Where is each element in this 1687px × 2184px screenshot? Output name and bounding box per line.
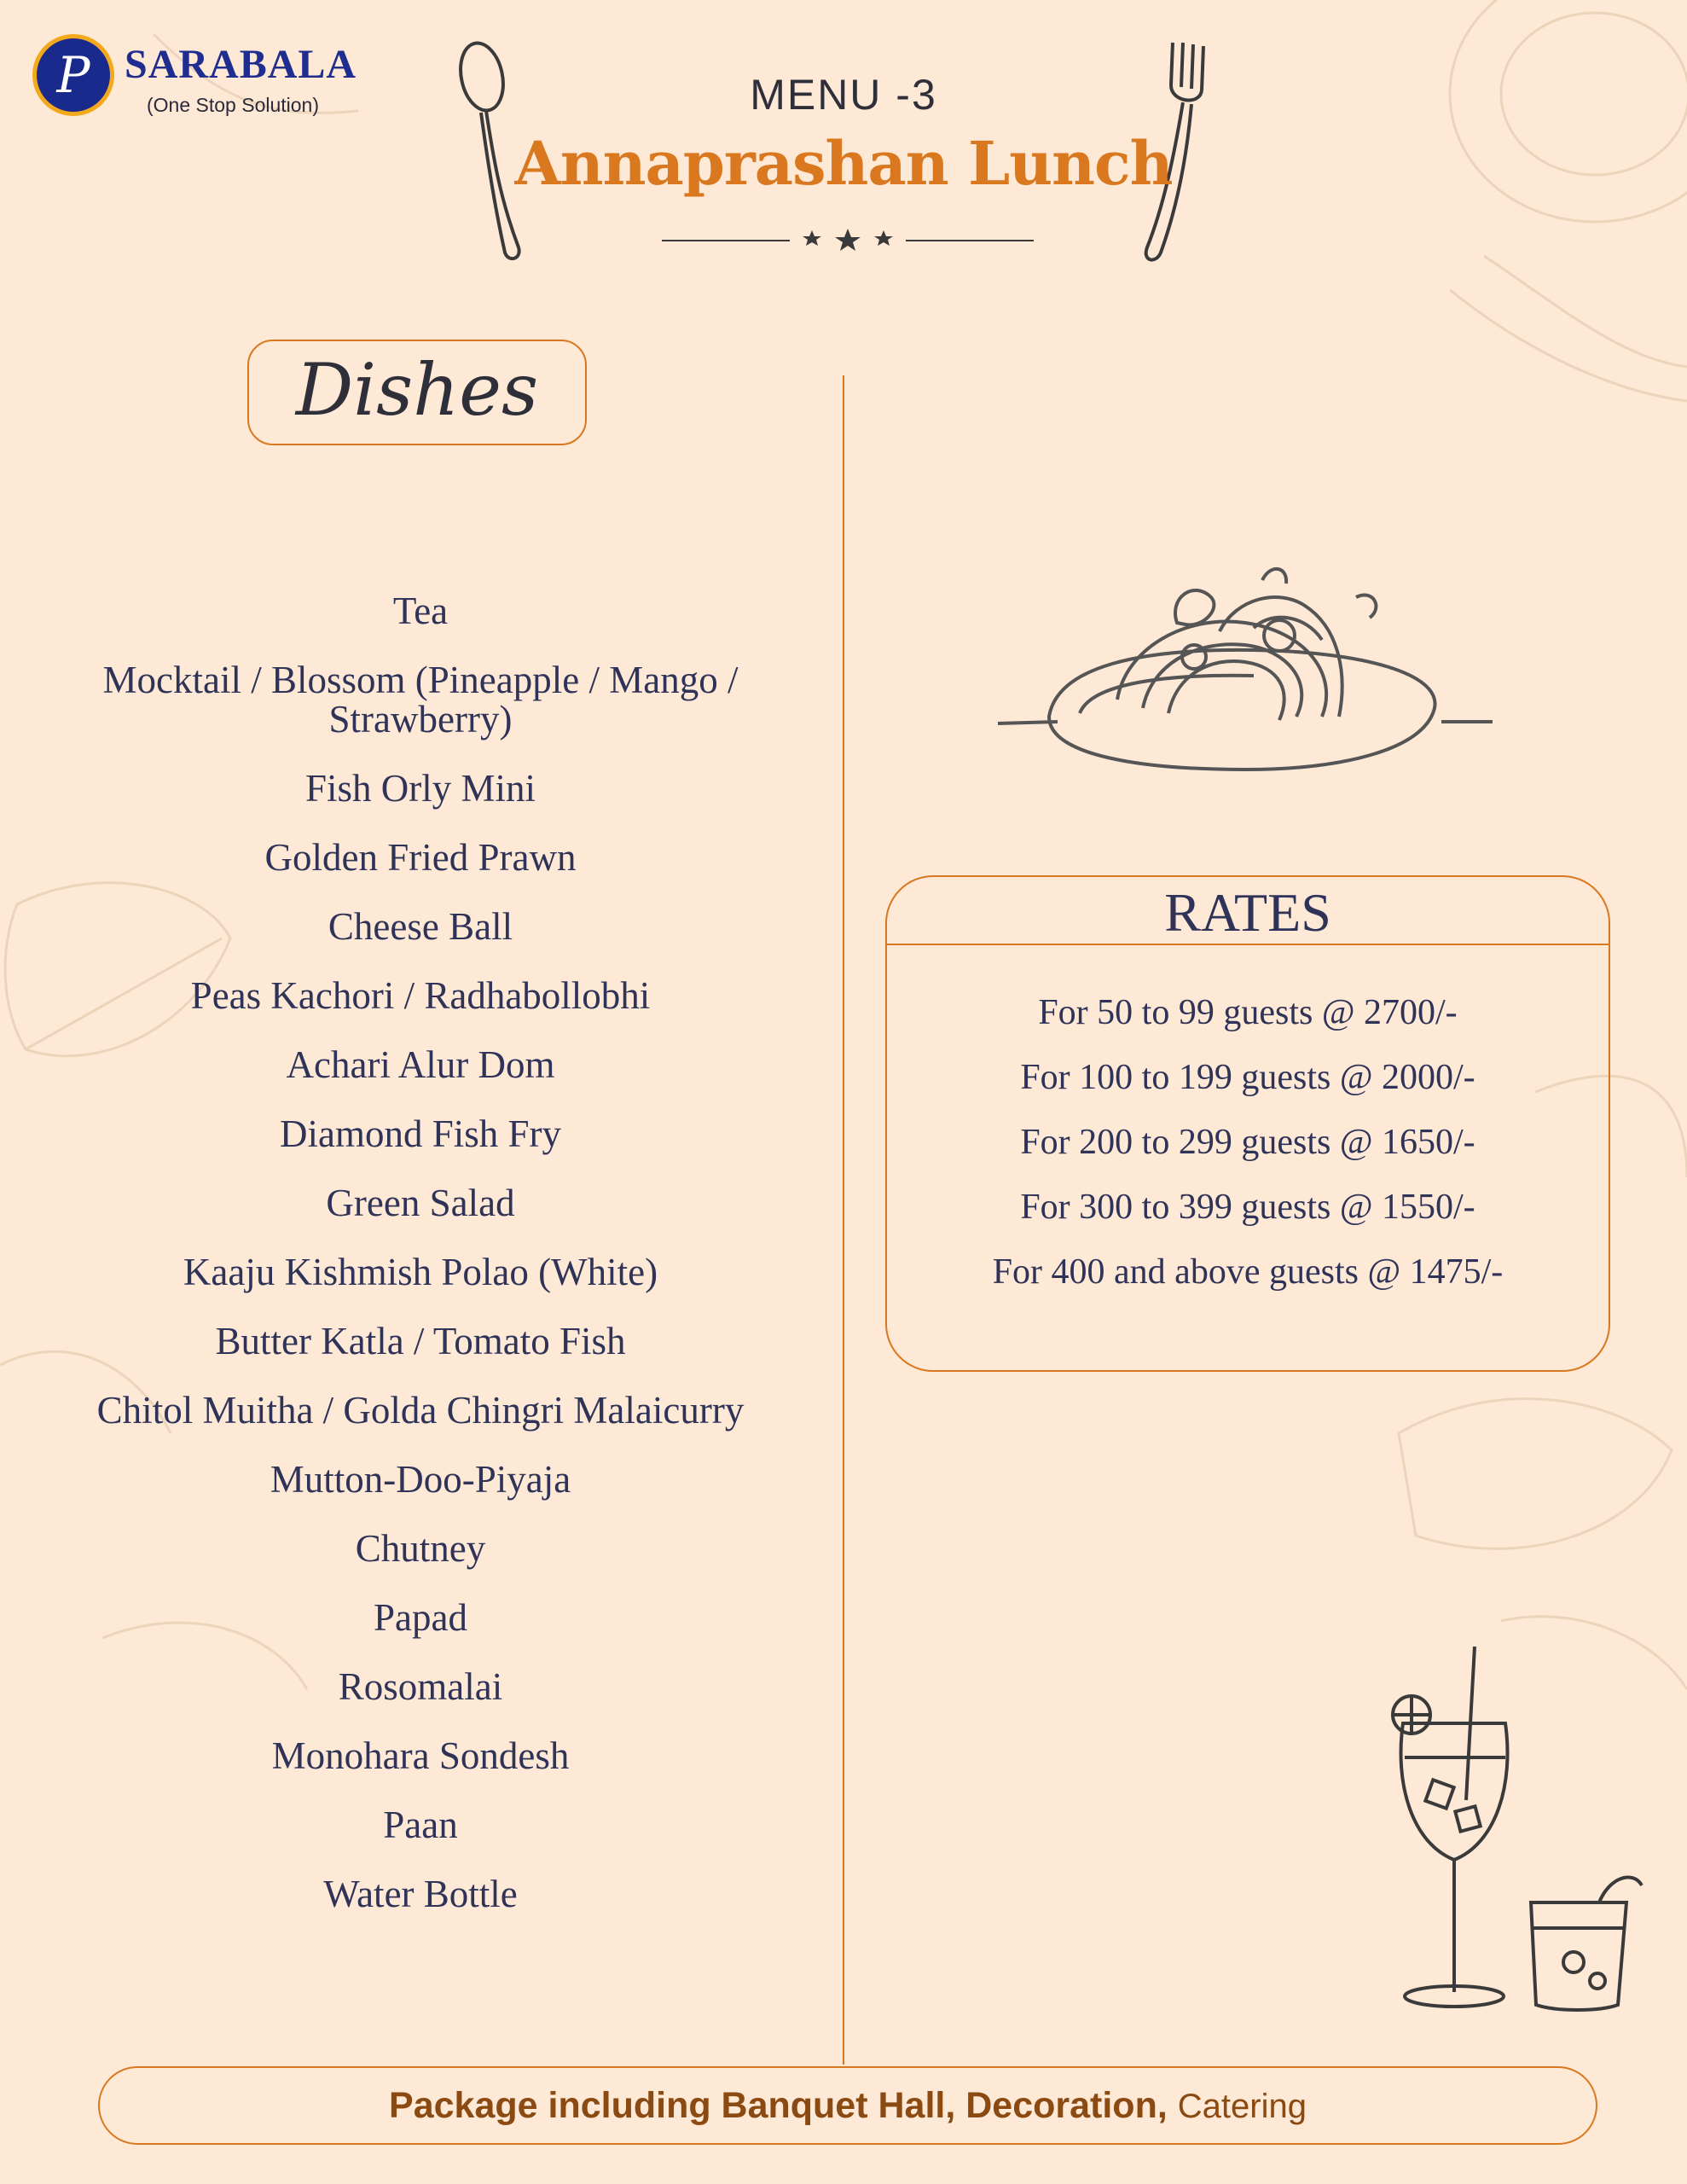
rate-item: For 300 to 399 guests @ 1550/-: [1020, 1188, 1475, 1227]
list-item: Achari Alur Dom: [286, 1043, 555, 1086]
list-item: Butter Katla / Tomato Fish: [215, 1320, 626, 1362]
brand-tagline: (One Stop Solution): [147, 94, 320, 116]
list-item: Chitol Muitha / Golda Chingri Malaicurry: [96, 1389, 745, 1432]
list-item: Golden Fried Prawn: [264, 836, 577, 879]
star-icon: [803, 229, 893, 251]
drinks-icon: [1386, 1647, 1650, 2022]
package-text-end: Catering: [1177, 2088, 1307, 2125]
list-item: Mutton-Doo-Piyaja: [270, 1458, 571, 1501]
list-item: Tea: [392, 590, 449, 632]
list-item: Papad: [374, 1596, 467, 1639]
list-item: Water Bottle: [323, 1873, 518, 1915]
rate-list: [887, 991, 1609, 1316]
list-item: Fish Orly Mini: [304, 767, 536, 810]
menu-number: MENU -3: [750, 71, 937, 119]
brand-name: SARABALA: [125, 42, 357, 87]
column-divider: [843, 375, 844, 2065]
rates-divider: [887, 944, 1609, 945]
list-item: Mocktail / Blossom (Pineapple / Mango / Strawberry): [102, 659, 739, 741]
list-item: Monohara Sondesh: [271, 1734, 570, 1777]
dishes-heading: Dishes: [247, 340, 587, 445]
list-item: Chutney: [355, 1527, 486, 1570]
rate-item: For 100 to 199 guests @ 2000/-: [1020, 1058, 1475, 1097]
package-banner: [98, 2066, 1597, 2145]
list-item: Peas Kachori / Radhabollobhi: [190, 974, 651, 1017]
title-ornament: [662, 224, 1034, 258]
rate-item: For 400 and above guests @ 1475/-: [992, 1252, 1504, 1292]
rate-item: For 50 to 99 guests @ 2700/-: [1038, 993, 1458, 1032]
list-item: Diamond Fish Fry: [279, 1112, 562, 1155]
list-item: Rosomalai: [338, 1665, 503, 1708]
list-item: Green Salad: [326, 1182, 515, 1224]
list-item: Cheese Ball: [328, 905, 513, 948]
pasta-plate-icon: [998, 546, 1501, 793]
rate-item: For 200 to 299 guests @ 1650/-: [1020, 1123, 1475, 1162]
rates-panel: [885, 875, 1610, 1372]
dish-list: [51, 577, 790, 1929]
page-title: Annaprashan Lunch: [514, 128, 1173, 199]
package-text: Package including Banquet Hall, Decoration,: [389, 2085, 1168, 2126]
logo-mark: P: [32, 34, 114, 116]
rates-heading: RATES: [1164, 882, 1331, 943]
list-item: Kaaju Kishmish Polao (White): [183, 1251, 658, 1293]
list-item: Paan: [383, 1804, 458, 1846]
